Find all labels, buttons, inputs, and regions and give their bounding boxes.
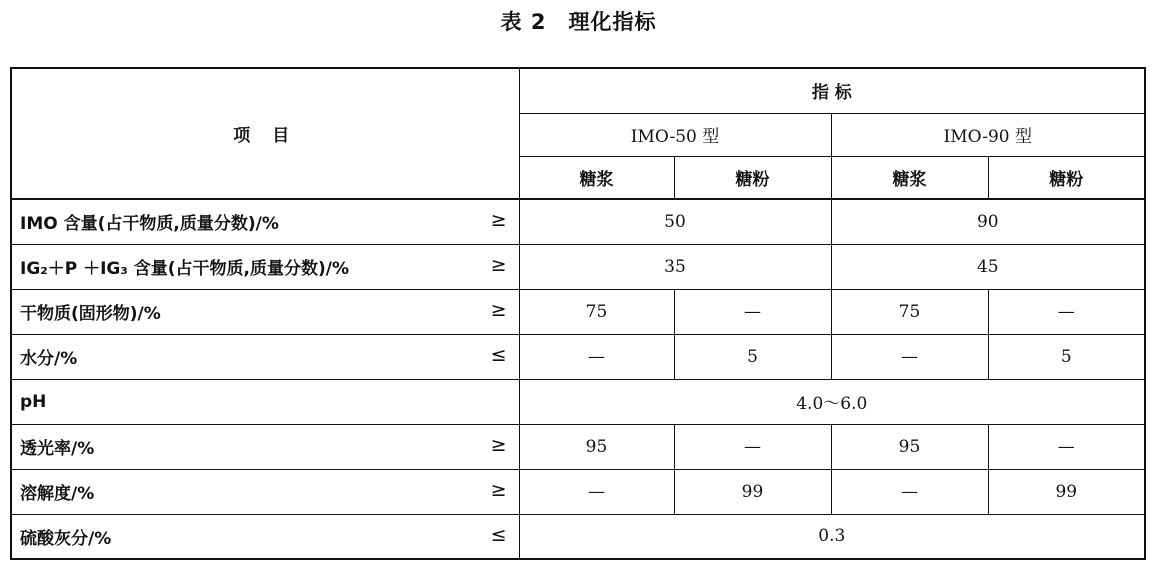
comparison-symbol: ≥ — [490, 299, 507, 321]
item-name: 硫酸灰分/% — [20, 528, 112, 549]
item-name: 干物质(固形物)/% — [20, 304, 161, 324]
item-name: IMO 含量(占干物质,质量分数)/% — [20, 214, 279, 235]
header-type-imo90: IMO-90 型 — [831, 113, 1145, 156]
table-row — [11, 244, 1145, 289]
header-form: 糖粉 — [988, 156, 1145, 199]
value-cell: 50 — [519, 199, 831, 244]
table-row — [11, 424, 1145, 469]
header-index: 指 标 — [519, 68, 1145, 113]
value-cell: — — [674, 289, 831, 334]
value-cell: 99 — [988, 469, 1145, 514]
value-cell: 5 — [674, 334, 831, 379]
item-name: 透光率/% — [20, 439, 95, 459]
value-cell: 0.3 — [519, 514, 1145, 559]
value-cell: 75 — [519, 289, 674, 334]
table-row — [11, 289, 1145, 334]
value-cell: 35 — [519, 244, 831, 289]
header-form: 糖浆 — [519, 156, 674, 199]
value-cell: 5 — [988, 334, 1145, 379]
header-item: 项 目 — [11, 68, 519, 199]
table-title — [0, 6, 1157, 36]
table-row — [11, 199, 1145, 244]
item-name: pH — [20, 391, 47, 412]
item-name: 溶解度/% — [20, 484, 95, 504]
table-row — [11, 334, 1145, 379]
comparison-symbol: ≤ — [490, 523, 507, 546]
comparison-symbol: ≥ — [490, 434, 507, 456]
header-form: 糖浆 — [831, 156, 988, 199]
header-form: 糖粉 — [674, 156, 831, 199]
value-cell: 99 — [674, 469, 831, 514]
comparison-symbol: ≤ — [490, 344, 507, 366]
value-cell: 95 — [831, 424, 988, 469]
table-row — [11, 514, 1145, 559]
table-caption: 理化指标 — [568, 10, 657, 34]
item-name: 水分/% — [20, 349, 78, 369]
value-cell: — — [519, 334, 674, 379]
header-type-imo50: IMO-50 型 — [519, 113, 831, 156]
table-row — [11, 379, 1145, 424]
comparison-symbol: ≥ — [490, 254, 507, 276]
value-cell: 45 — [831, 244, 1145, 289]
value-cell: 90 — [831, 199, 1145, 244]
value-cell: — — [988, 289, 1145, 334]
item-name: IG₂＋P ＋IG₃ 含量(占干物质,质量分数)/% — [20, 259, 349, 279]
value-cell: — — [674, 424, 831, 469]
value-cell: 95 — [519, 424, 674, 469]
table-number: 表 2 — [500, 10, 547, 34]
value-cell: — — [519, 469, 674, 514]
table-row — [11, 469, 1145, 514]
physicochemical-table — [10, 67, 1146, 560]
value-cell: — — [831, 469, 988, 514]
value-cell: — — [831, 334, 988, 379]
value-cell: 75 — [831, 289, 988, 334]
value-cell: — — [988, 424, 1145, 469]
value-cell: 4.0～6.0 — [519, 379, 1145, 424]
comparison-symbol: ≥ — [490, 209, 507, 232]
comparison-symbol: ≥ — [490, 479, 507, 501]
